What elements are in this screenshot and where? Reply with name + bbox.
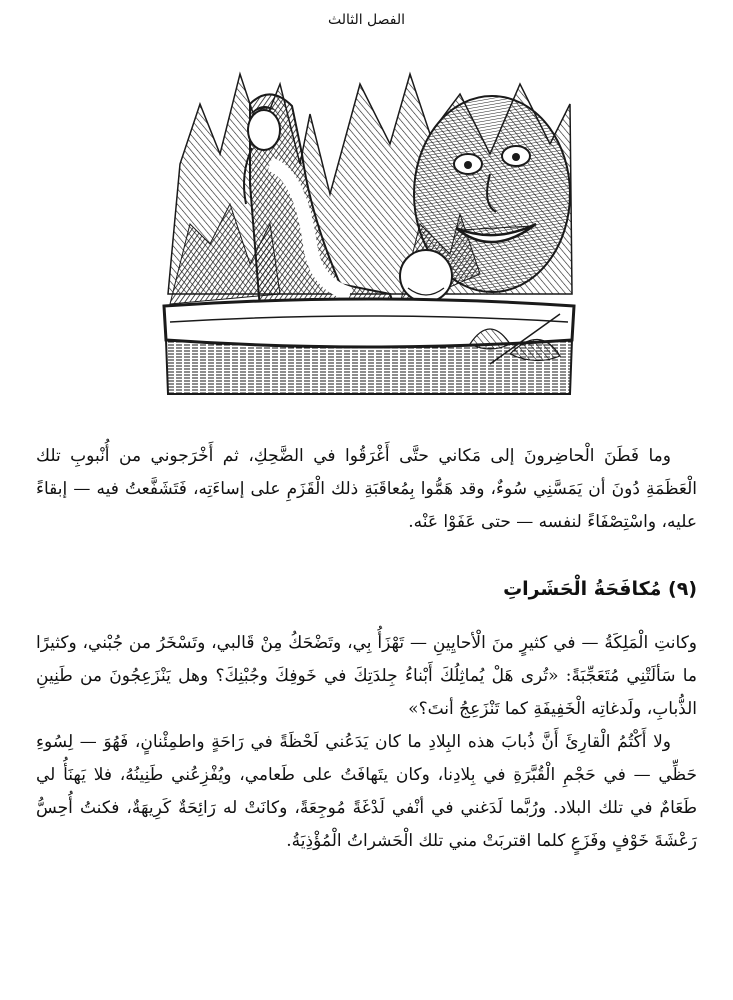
- paragraph-2-text: وكانتِ الْمَلِكَةُ — في كثيرٍ منَ الْأحايِينِ — تَهْزَأُ بِي، وتَضْحَكُ مِنْ قَالبي، وتَسْخَرُ من جُبْني، وكثيرًا ما سَألَتْنِي مُتَعَجِّبَةً: «تُرى هَلْ يُماثِلُكَ أَبْناءُ جِلدَتِكَ في خَوفِكَ وجُبْنِكَ؟ وهل يَنْزَعِجُونَ من طَنِينِ الذُّبابِ، ولَدغاتِه الْخَفِيفَةِ كما تَنْزَعِجُ أنتَ؟»: [36, 633, 697, 719]
- running-header: الفصل الثالث: [327, 12, 406, 28]
- paragraph-3-text: ولا أَكْتُمُ الْقارِئَ أَنَّ ذُبابَ هذه البِلادِ ما كان يَدَعُني لَحْظَةً في رَاحَةٍ واطمِئْنانٍ، فَهُوَ — لِسُوءِ حَظِّي — في حَجْمِ الْقُبَّرَةِ في بِلادِنا، وكان يتَهافَتُ على طَعامي، ويُفْزِعُني طَنِينُهُ، فلا يَهنَأُ لي طَعَامٌ في تلك البلاد. ورُبَّما لَدَغني في أنْفي لَدْغَةً مُوجِعَةً، وكانَتْ له رَائِحَةٌ كَرِيهَةٌ، فكنتُ أُحِسُّ رَعْشَةَ خَوْفٍ وفَزَعٍ كلما اقتربَتْ مني تلك الْحَشراتُ الْمُؤْذِيَةُ.: [36, 732, 697, 851]
- section-heading: (٩) مُكافَحَةُ الْحَشَراتِ: [503, 578, 697, 600]
- paragraph-1-text: وما فَطَنَ الْحاضِرونَ إلى مَكاني حتَّى أَغْرَقُوا في الضَّحِكِ، ثم أَخْرَجوني من أُنْبوبِ تلك الْعَظَمَةِ دُونَ أن يَمَسَّنِي سُوءٌ، وقد هَمُّوا بِمُعاقَبَةِ ذلك الْقَزَمِ على إساءَتِه، فَتَشَفَّعتُ فيه — إبقاءً عليه، واسْتِصْفَاءً لنفسه — حتى عَفَوْا عَنْه.: [36, 446, 697, 532]
- paragraph-1: [36, 440, 697, 539]
- section-body: [36, 627, 697, 858]
- engraving-giant-face-with-figure-icon: [160, 44, 578, 400]
